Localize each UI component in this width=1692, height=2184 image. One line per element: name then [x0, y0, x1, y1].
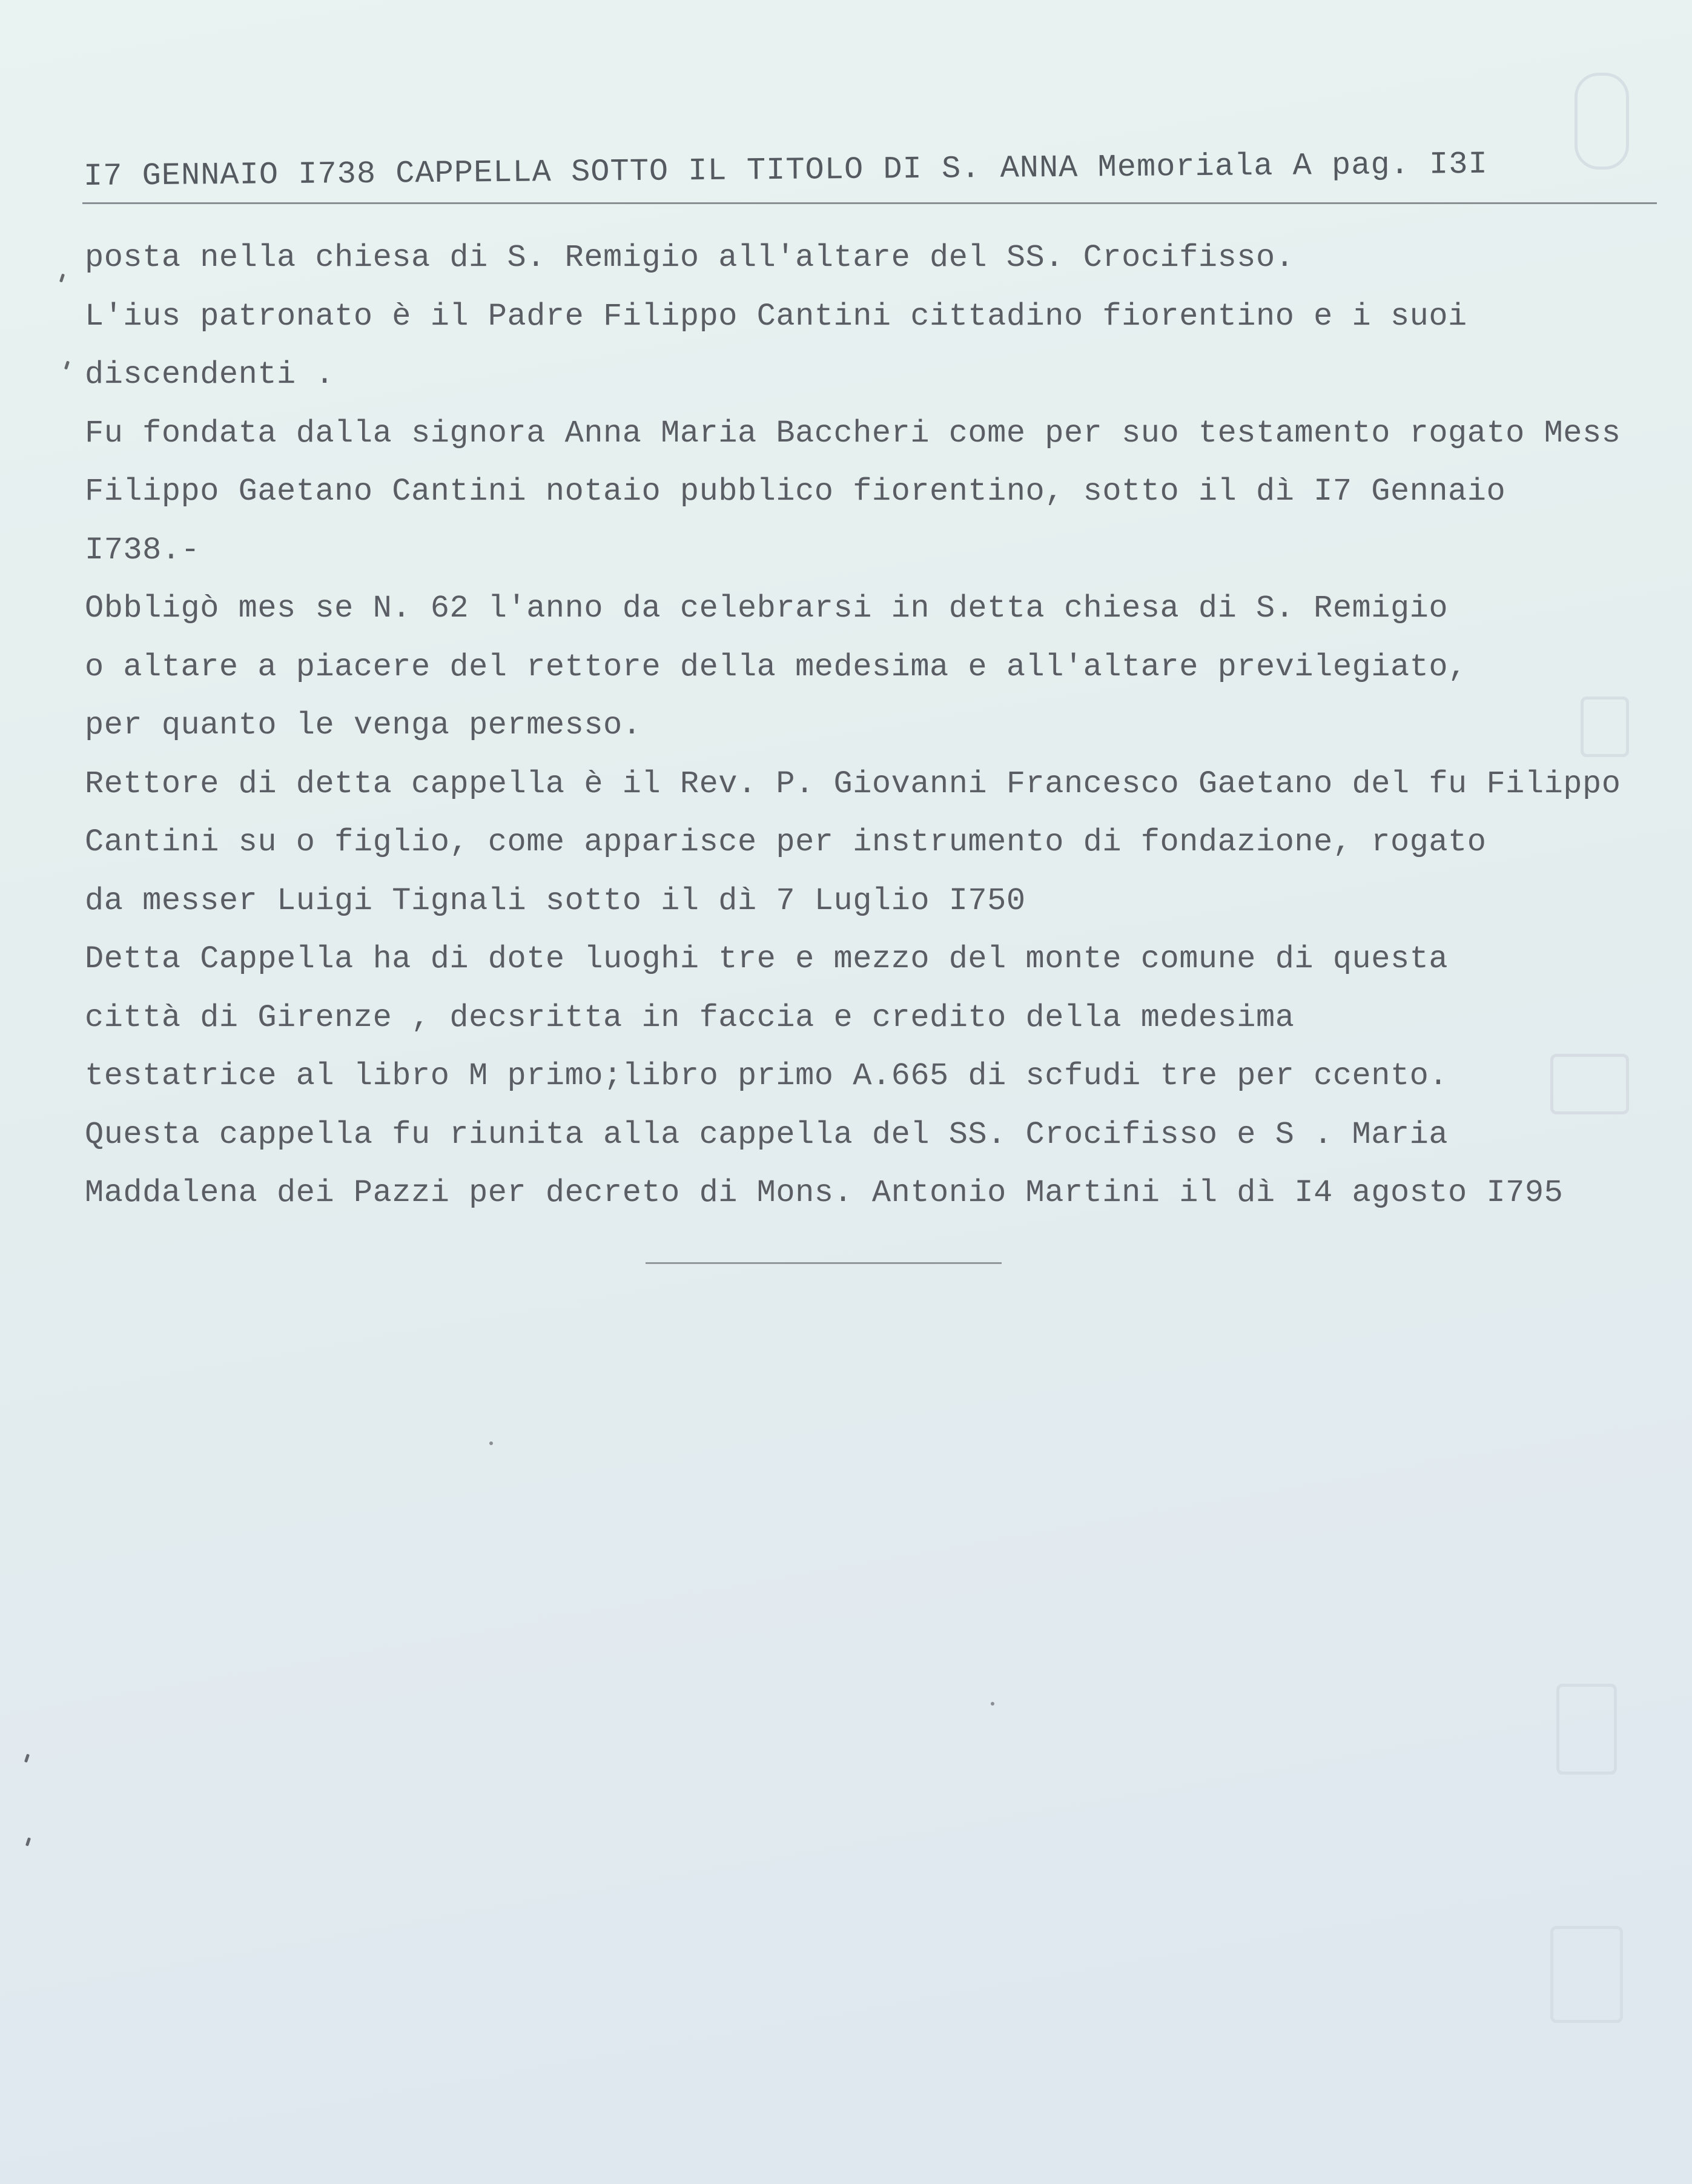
text-line: testatrice al libro M primo;libro primo A.665 di scfudi tre per ccento. [85, 1058, 1449, 1094]
text-line: I738.- [85, 532, 200, 568]
text-line: per quanto le venga permesso. [85, 707, 642, 743]
bleed-through-mark [1550, 1054, 1629, 1114]
text-line: da messer Luigi Tignali sotto il dì 7 Luglio I750 [85, 882, 1026, 919]
margin-mark [64, 361, 70, 370]
text-line: Obbligò mes se N. 62 l'anno da celebrarsi in detta chiesa di S. Remigio [85, 591, 1449, 626]
text-line: Fu fondata dalla signora Anna Maria Baccheri come per suo testamento rogato Mess [85, 415, 1621, 451]
bleed-through-mark [1581, 697, 1629, 757]
text-line: città di Girenze , decsritta in faccia e credito della medesima [85, 999, 1295, 1036]
page-heading: I7 GENNAIO I738 CAPPELLA SOTTO IL TITOLO DI S. ANNA Memoriala A pag. I3I [83, 146, 1488, 194]
text-line: Questa cappella fu riunita alla cappella del SS. Crocifisso e S . Maria [85, 1116, 1449, 1153]
document-body [85, 229, 1684, 1223]
bleed-through-mark [1556, 1684, 1617, 1775]
text-line: posta nella chiesa di S. Remigio all'altare del SS. Crocifisso. [85, 240, 1295, 276]
text-line: Cantini su o figlio, come apparisce per instrumento di fondazione, rogato [85, 824, 1487, 860]
paper-speck [489, 1441, 493, 1445]
closing-rule [646, 1262, 1002, 1264]
margin-mark [59, 274, 65, 283]
text-line: Rettore di detta cappella è il Rev. P. Giovanni Francesco Gaetano del fu Filippo [85, 766, 1621, 802]
paper-speck [991, 1702, 994, 1706]
heading-underline [82, 202, 1657, 204]
margin-mark [25, 1838, 31, 1847]
text-line: Maddalena dei Pazzi per decreto di Mons. Antonio Martini il dì I4 agosto I795 [85, 1175, 1564, 1211]
bleed-through-mark [1575, 73, 1629, 170]
text-line: L'ius patronato è il Padre Filippo Cantini cittadino fiorentino e i suoi [85, 298, 1467, 334]
margin-mark [24, 1754, 30, 1763]
text-line: Filippo Gaetano Cantini notaio pubblico fiorentino, sotto il dì I7 Gennaio [85, 474, 1506, 509]
text-line: Detta Cappella ha di dote luoghi tre e mezzo del monte comune di questa [85, 941, 1449, 977]
text-line: o altare a piacere del rettore della medesima e all'altare previlegiato, [85, 649, 1467, 685]
text-line: discendenti . [85, 357, 335, 392]
bleed-through-mark [1550, 1926, 1623, 2023]
